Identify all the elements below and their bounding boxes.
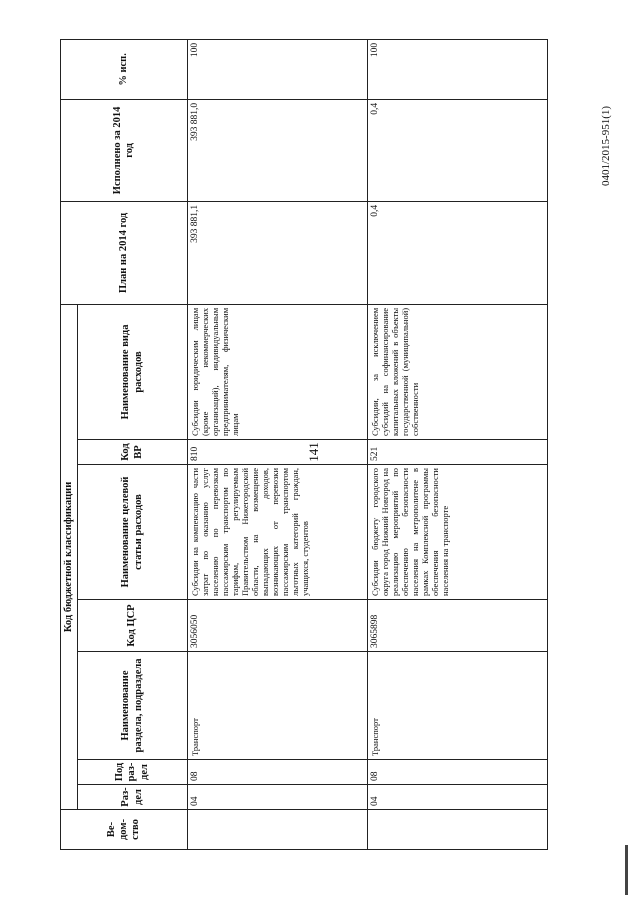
- header-vedomstvo: Ве-дом-ство: [61, 810, 188, 850]
- page-number: 141: [306, 442, 321, 462]
- cell-target-name: Субсидии бюджету городского округа город Нижний Новгород на реализацию мероприятий по обеспечению безопасности населения на метрополитене в рамках Комплексной программы обеспечения безопасности населения на транспорте: [368, 465, 548, 600]
- cell-percent: 100: [368, 39, 548, 99]
- cell-razdel: 04: [188, 785, 368, 810]
- document-code: 0401/2015-951(1): [600, 105, 612, 187]
- table-row: [188, 39, 368, 849]
- cell-section-name: Транспорт: [188, 652, 368, 760]
- header-percent: % исп.: [61, 39, 188, 99]
- cell-razdel: 04: [368, 785, 548, 810]
- table-row: [368, 39, 548, 849]
- cell-csr: 3065898: [368, 600, 548, 652]
- header-expense-type: Наименование вида расходов: [78, 304, 188, 439]
- header-csr: Код ЦСР: [78, 600, 188, 652]
- cell-expense-type: Субсидии юридическим лицам (кроме некоммерческих организаций), индивидуальным предпринимателям, физическим лицам: [188, 304, 368, 439]
- cell-vr: 810: [188, 440, 368, 465]
- margin-mark: [625, 845, 628, 895]
- cell-podrazdel: 08: [188, 760, 368, 785]
- cell-percent: 100: [188, 39, 368, 99]
- header-vr: Код ВР: [78, 440, 188, 465]
- header-section-name: Наименование раздела, подраздела: [78, 652, 188, 760]
- cell-expense-type: Субсидии, за исключением субсидий на софинансирование капитальных вложений в объекты государственной (муниципальной) собственности: [368, 304, 548, 439]
- cell-plan: 393 881,1: [188, 201, 368, 304]
- cell-plan: 0,4: [368, 201, 548, 304]
- header-budget-classification: Код бюджетной классификации: [61, 304, 78, 809]
- cell-podrazdel: 08: [368, 760, 548, 785]
- budget-table: [60, 39, 548, 850]
- cell-target-name: Субсидии на компенсацию части затрат по оказанию услуг населению по перевозкам пассажирским транспортом по тарифам, регулируемым Правительством Нижегородской области, на возмещение выпадающих доходов, возникающих от перевозки пассажирским транспортом льготных категорий граждан, учащихся, студентов: [188, 465, 368, 600]
- cell-vedomstvo: [188, 810, 368, 850]
- header-podrazdel: Под раз-дел: [78, 760, 188, 785]
- budget-table-rotated: [60, 40, 458, 850]
- cell-actual: 393 881,0: [188, 99, 368, 201]
- cell-vedomstvo: [368, 810, 548, 850]
- header-actual: Исполнено за 2014 год: [61, 99, 188, 201]
- cell-section-name: Транспорт: [368, 652, 548, 760]
- header-target-name: Наименование целевой статьи расходов: [78, 465, 188, 600]
- header-razdel: Раз-дел: [78, 785, 188, 810]
- header-plan: План на 2014 год: [61, 201, 188, 304]
- cell-vr: 521: [368, 440, 548, 465]
- cell-csr: 3056050: [188, 600, 368, 652]
- cell-actual: 0,4: [368, 99, 548, 201]
